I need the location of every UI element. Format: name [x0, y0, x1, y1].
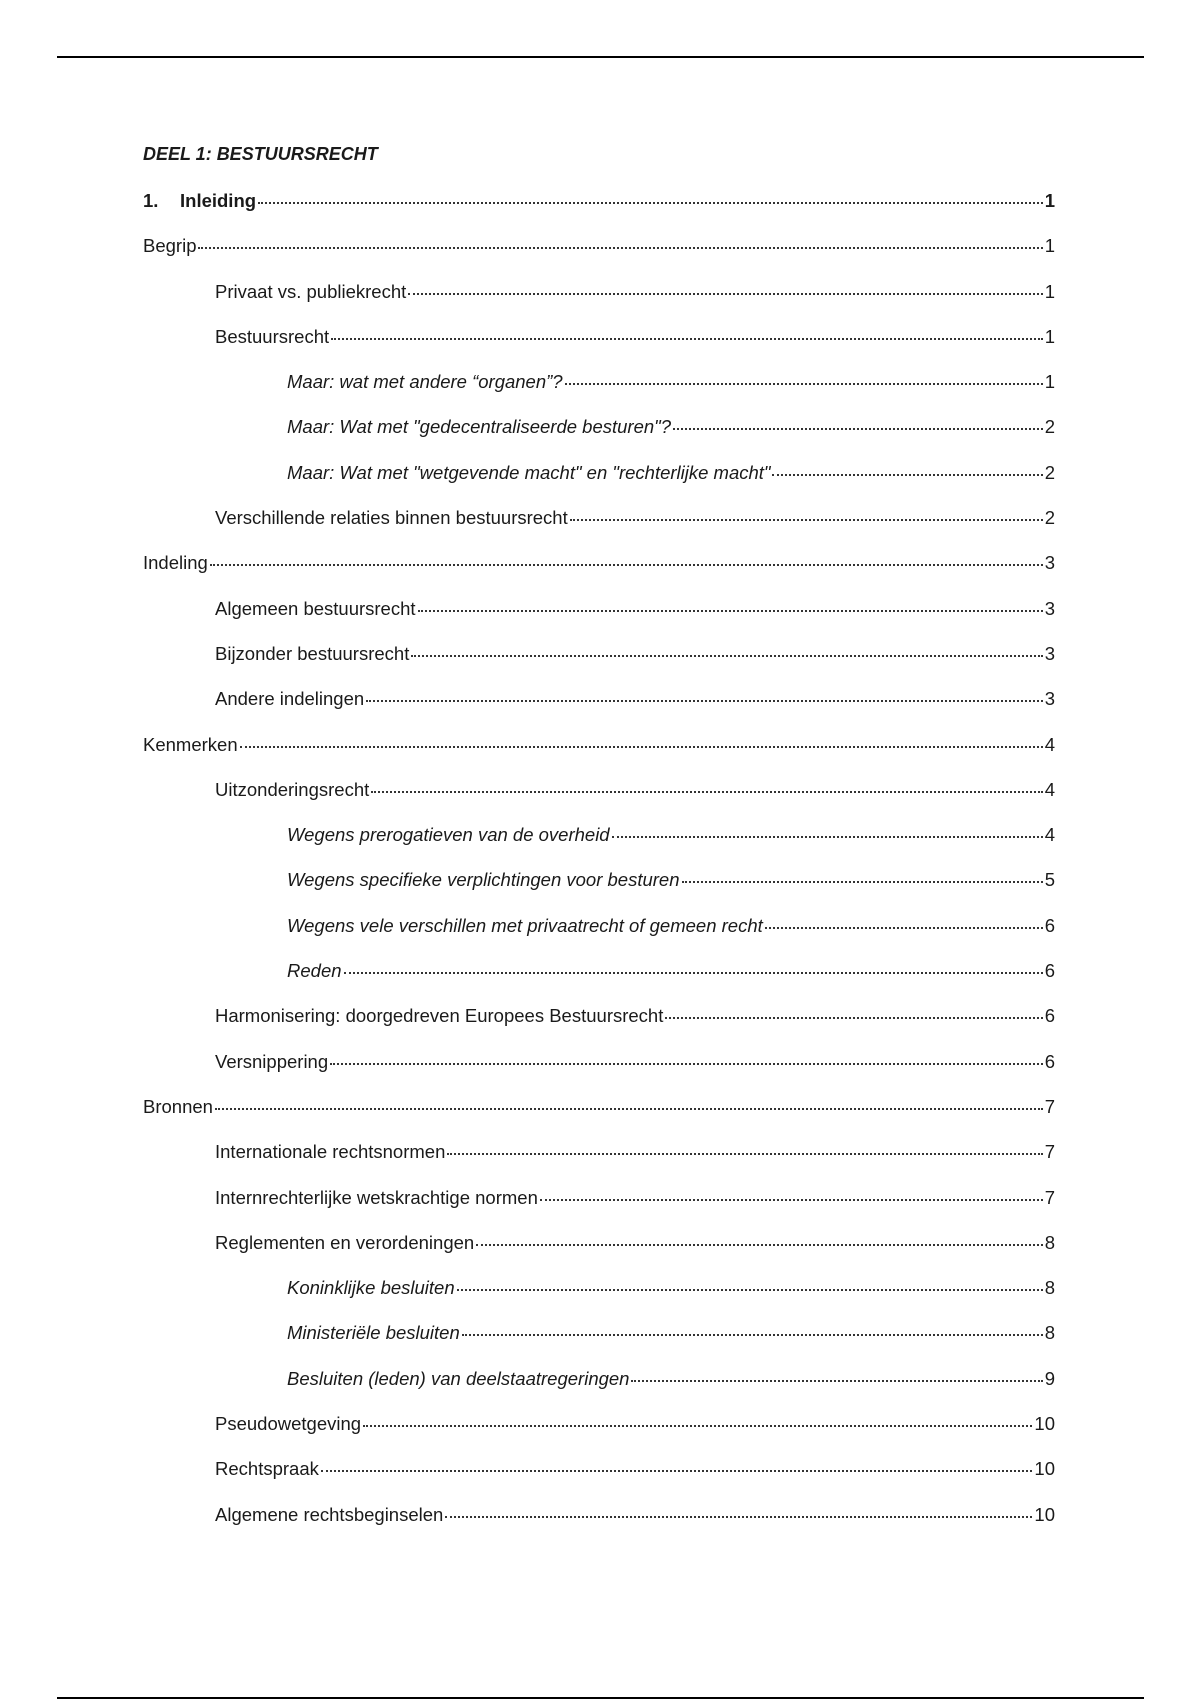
dot-leader — [540, 1198, 1043, 1201]
toc-entry-label: Maar: Wat met "wetgevende macht" en "rechterlijke macht" — [287, 461, 771, 483]
toc-entry-label: Internationale rechtsnormen — [215, 1141, 446, 1163]
toc-entry-page: 8 — [1044, 1322, 1055, 1344]
toc-entry-label: Versnippering — [215, 1050, 329, 1072]
toc-entry-page: 6 — [1044, 914, 1055, 936]
toc-entry[interactable] — [143, 1141, 1055, 1186]
dot-leader — [462, 1333, 1043, 1336]
toc-entry-page: 3 — [1044, 642, 1055, 664]
toc-entry-page: 1 — [1044, 325, 1055, 347]
toc-entry[interactable] — [143, 1504, 1055, 1549]
dot-leader — [330, 1062, 1043, 1065]
dot-leader — [612, 835, 1043, 838]
dot-leader — [210, 563, 1043, 566]
toc-entry[interactable] — [143, 598, 1055, 643]
toc-entry-label: Internrechterlijke wetskrachtige normen — [215, 1186, 538, 1208]
toc-entry[interactable] — [143, 281, 1055, 326]
toc-entry-page: 9 — [1044, 1367, 1055, 1389]
toc-entry-label: Maar: Wat met "gedecentraliseerde besturen"? — [287, 416, 672, 438]
dot-leader — [240, 745, 1043, 748]
dot-leader — [631, 1379, 1042, 1382]
toc-entry-page: 4 — [1044, 733, 1055, 755]
toc-entry-page: 6 — [1044, 1005, 1055, 1027]
dot-leader — [457, 1288, 1043, 1291]
toc-entry-label: Inleiding — [180, 190, 257, 211]
toc-entry[interactable] — [143, 1368, 1055, 1413]
toc-entry[interactable] — [143, 779, 1055, 824]
toc-entry-label: Maar: wat met andere “organen”? — [287, 371, 563, 393]
toc-entry-page: 2 — [1044, 416, 1055, 438]
dot-leader — [682, 880, 1043, 883]
toc-entry-page: 10 — [1034, 1413, 1055, 1435]
toc-entry[interactable] — [143, 235, 1055, 280]
dot-leader — [344, 971, 1043, 974]
toc-entry-page: 7 — [1044, 1186, 1055, 1208]
footer-rule — [57, 1697, 1144, 1699]
toc-entry[interactable] — [143, 1005, 1055, 1050]
toc-entry[interactable] — [143, 734, 1055, 779]
toc-entry-page: 10 — [1034, 1503, 1055, 1525]
dot-leader — [445, 1515, 1032, 1518]
toc-entry-page: 1 — [1044, 371, 1055, 393]
dot-leader — [321, 1469, 1033, 1472]
toc-entry[interactable] — [143, 1232, 1055, 1277]
toc-entry-label: Privaat vs. publiekrecht — [215, 280, 407, 302]
toc-entry[interactable] — [143, 416, 1055, 461]
toc-entry[interactable] — [143, 1051, 1055, 1096]
toc-entry-label: Bestuursrecht — [215, 325, 330, 347]
dot-leader — [765, 926, 1043, 929]
toc-entry-label: Wegens specifieke verplichtingen voor besturen — [287, 869, 680, 891]
dot-leader — [408, 292, 1042, 295]
toc-entry-page: 2 — [1044, 461, 1055, 483]
toc-entry[interactable] — [143, 915, 1055, 960]
toc-entry-label: Rechtspraak — [215, 1458, 319, 1480]
toc-entry-label: Reden — [287, 960, 342, 982]
toc-entry[interactable] — [143, 1187, 1055, 1232]
toc-entry-label: Harmonisering: doorgedreven Europees Bestuursrecht — [215, 1005, 664, 1027]
dot-leader — [411, 654, 1042, 657]
toc-entry-page: 8 — [1044, 1231, 1055, 1253]
dot-leader — [476, 1243, 1043, 1246]
dot-leader — [366, 699, 1043, 702]
toc-entry-page: 1 — [1044, 280, 1055, 302]
table-of-contents — [143, 144, 1055, 1549]
toc-entry-page: 8 — [1044, 1277, 1055, 1299]
toc-entry[interactable] — [143, 190, 1055, 235]
toc-entry-label: Andere indelingen — [215, 688, 365, 710]
dot-leader — [418, 609, 1043, 612]
toc-entry[interactable] — [143, 552, 1055, 597]
toc-entry-page: 6 — [1044, 1050, 1055, 1072]
toc-entry-label: Ministeriële besluiten — [287, 1322, 460, 1344]
dot-leader — [673, 427, 1043, 430]
dot-leader — [665, 1016, 1042, 1019]
toc-entry-label: Koninklijke besluiten — [287, 1277, 455, 1299]
toc-entry-number: 1. — [143, 190, 159, 211]
dot-leader — [363, 1424, 1032, 1427]
toc-entry-label: Kenmerken — [143, 733, 238, 755]
toc-entry[interactable] — [143, 1458, 1055, 1503]
toc-entry-page: 1 — [1044, 190, 1055, 211]
toc-entry[interactable] — [143, 1322, 1055, 1367]
toc-entry-label: Pseudowetgeving — [215, 1413, 362, 1435]
header-rule — [57, 56, 1144, 58]
toc-entry-page: 3 — [1044, 597, 1055, 619]
toc-entry[interactable] — [143, 643, 1055, 688]
toc-entry-page: 6 — [1044, 960, 1055, 982]
dot-leader — [565, 382, 1043, 385]
toc-entry-page: 7 — [1044, 1095, 1055, 1117]
toc-entry-page: 3 — [1044, 688, 1055, 710]
toc-entry-page: 3 — [1044, 552, 1055, 574]
toc-entry[interactable] — [143, 960, 1055, 1005]
dot-leader — [371, 790, 1042, 793]
toc-entry-label: Wegens prerogatieven van de overheid — [287, 824, 610, 846]
toc-entry-page: 5 — [1044, 869, 1055, 891]
dot-leader — [570, 518, 1043, 521]
toc-entry-label: Begrip — [143, 235, 197, 257]
toc-entry-label: Bronnen — [143, 1095, 213, 1117]
dot-leader — [258, 201, 1043, 204]
toc-entry-label: Uitzonderingsrecht — [215, 778, 370, 800]
toc-entry[interactable] — [143, 1413, 1055, 1458]
toc-entry-page: 4 — [1044, 824, 1055, 846]
toc-entry-label: Wegens vele verschillen met privaatrecht of gemeen recht — [287, 914, 763, 936]
toc-entry[interactable] — [143, 1096, 1055, 1141]
dot-leader — [215, 1107, 1043, 1110]
toc-entry[interactable] — [143, 371, 1055, 416]
toc-entry-page: 4 — [1044, 778, 1055, 800]
toc-entry[interactable] — [143, 688, 1055, 733]
toc-entry-label: Reglementen en verordeningen — [215, 1231, 475, 1253]
dot-leader — [447, 1152, 1042, 1155]
toc-entry[interactable] — [143, 869, 1055, 914]
dot-leader — [198, 246, 1042, 249]
toc-entry[interactable] — [143, 1277, 1055, 1322]
toc-entry-label: Besluiten (leden) van deelstaatregeringen — [287, 1367, 630, 1389]
toc-entry[interactable] — [143, 824, 1055, 869]
toc-entry-page: 2 — [1044, 507, 1055, 529]
dot-leader — [772, 473, 1042, 476]
toc-entry-page: 7 — [1044, 1141, 1055, 1163]
part-title: DEEL 1: BESTUURSRECHT — [143, 144, 378, 164]
toc-entry-label: Bijzonder bestuursrecht — [215, 642, 410, 664]
toc-entry-label: Indeling — [143, 552, 208, 574]
toc-entry[interactable] — [143, 326, 1055, 371]
toc-entry-page: 1 — [1044, 235, 1055, 257]
toc-entry-label: Algemene rechtsbeginselen — [215, 1503, 444, 1525]
dot-leader — [331, 337, 1043, 340]
toc-entry-page: 10 — [1034, 1458, 1055, 1480]
toc-entry[interactable] — [143, 507, 1055, 552]
toc-entry-label: Algemeen bestuursrecht — [215, 597, 416, 619]
toc-entry-label: Verschillende relaties binnen bestuursrecht — [215, 507, 568, 529]
toc-entry[interactable] — [143, 462, 1055, 507]
